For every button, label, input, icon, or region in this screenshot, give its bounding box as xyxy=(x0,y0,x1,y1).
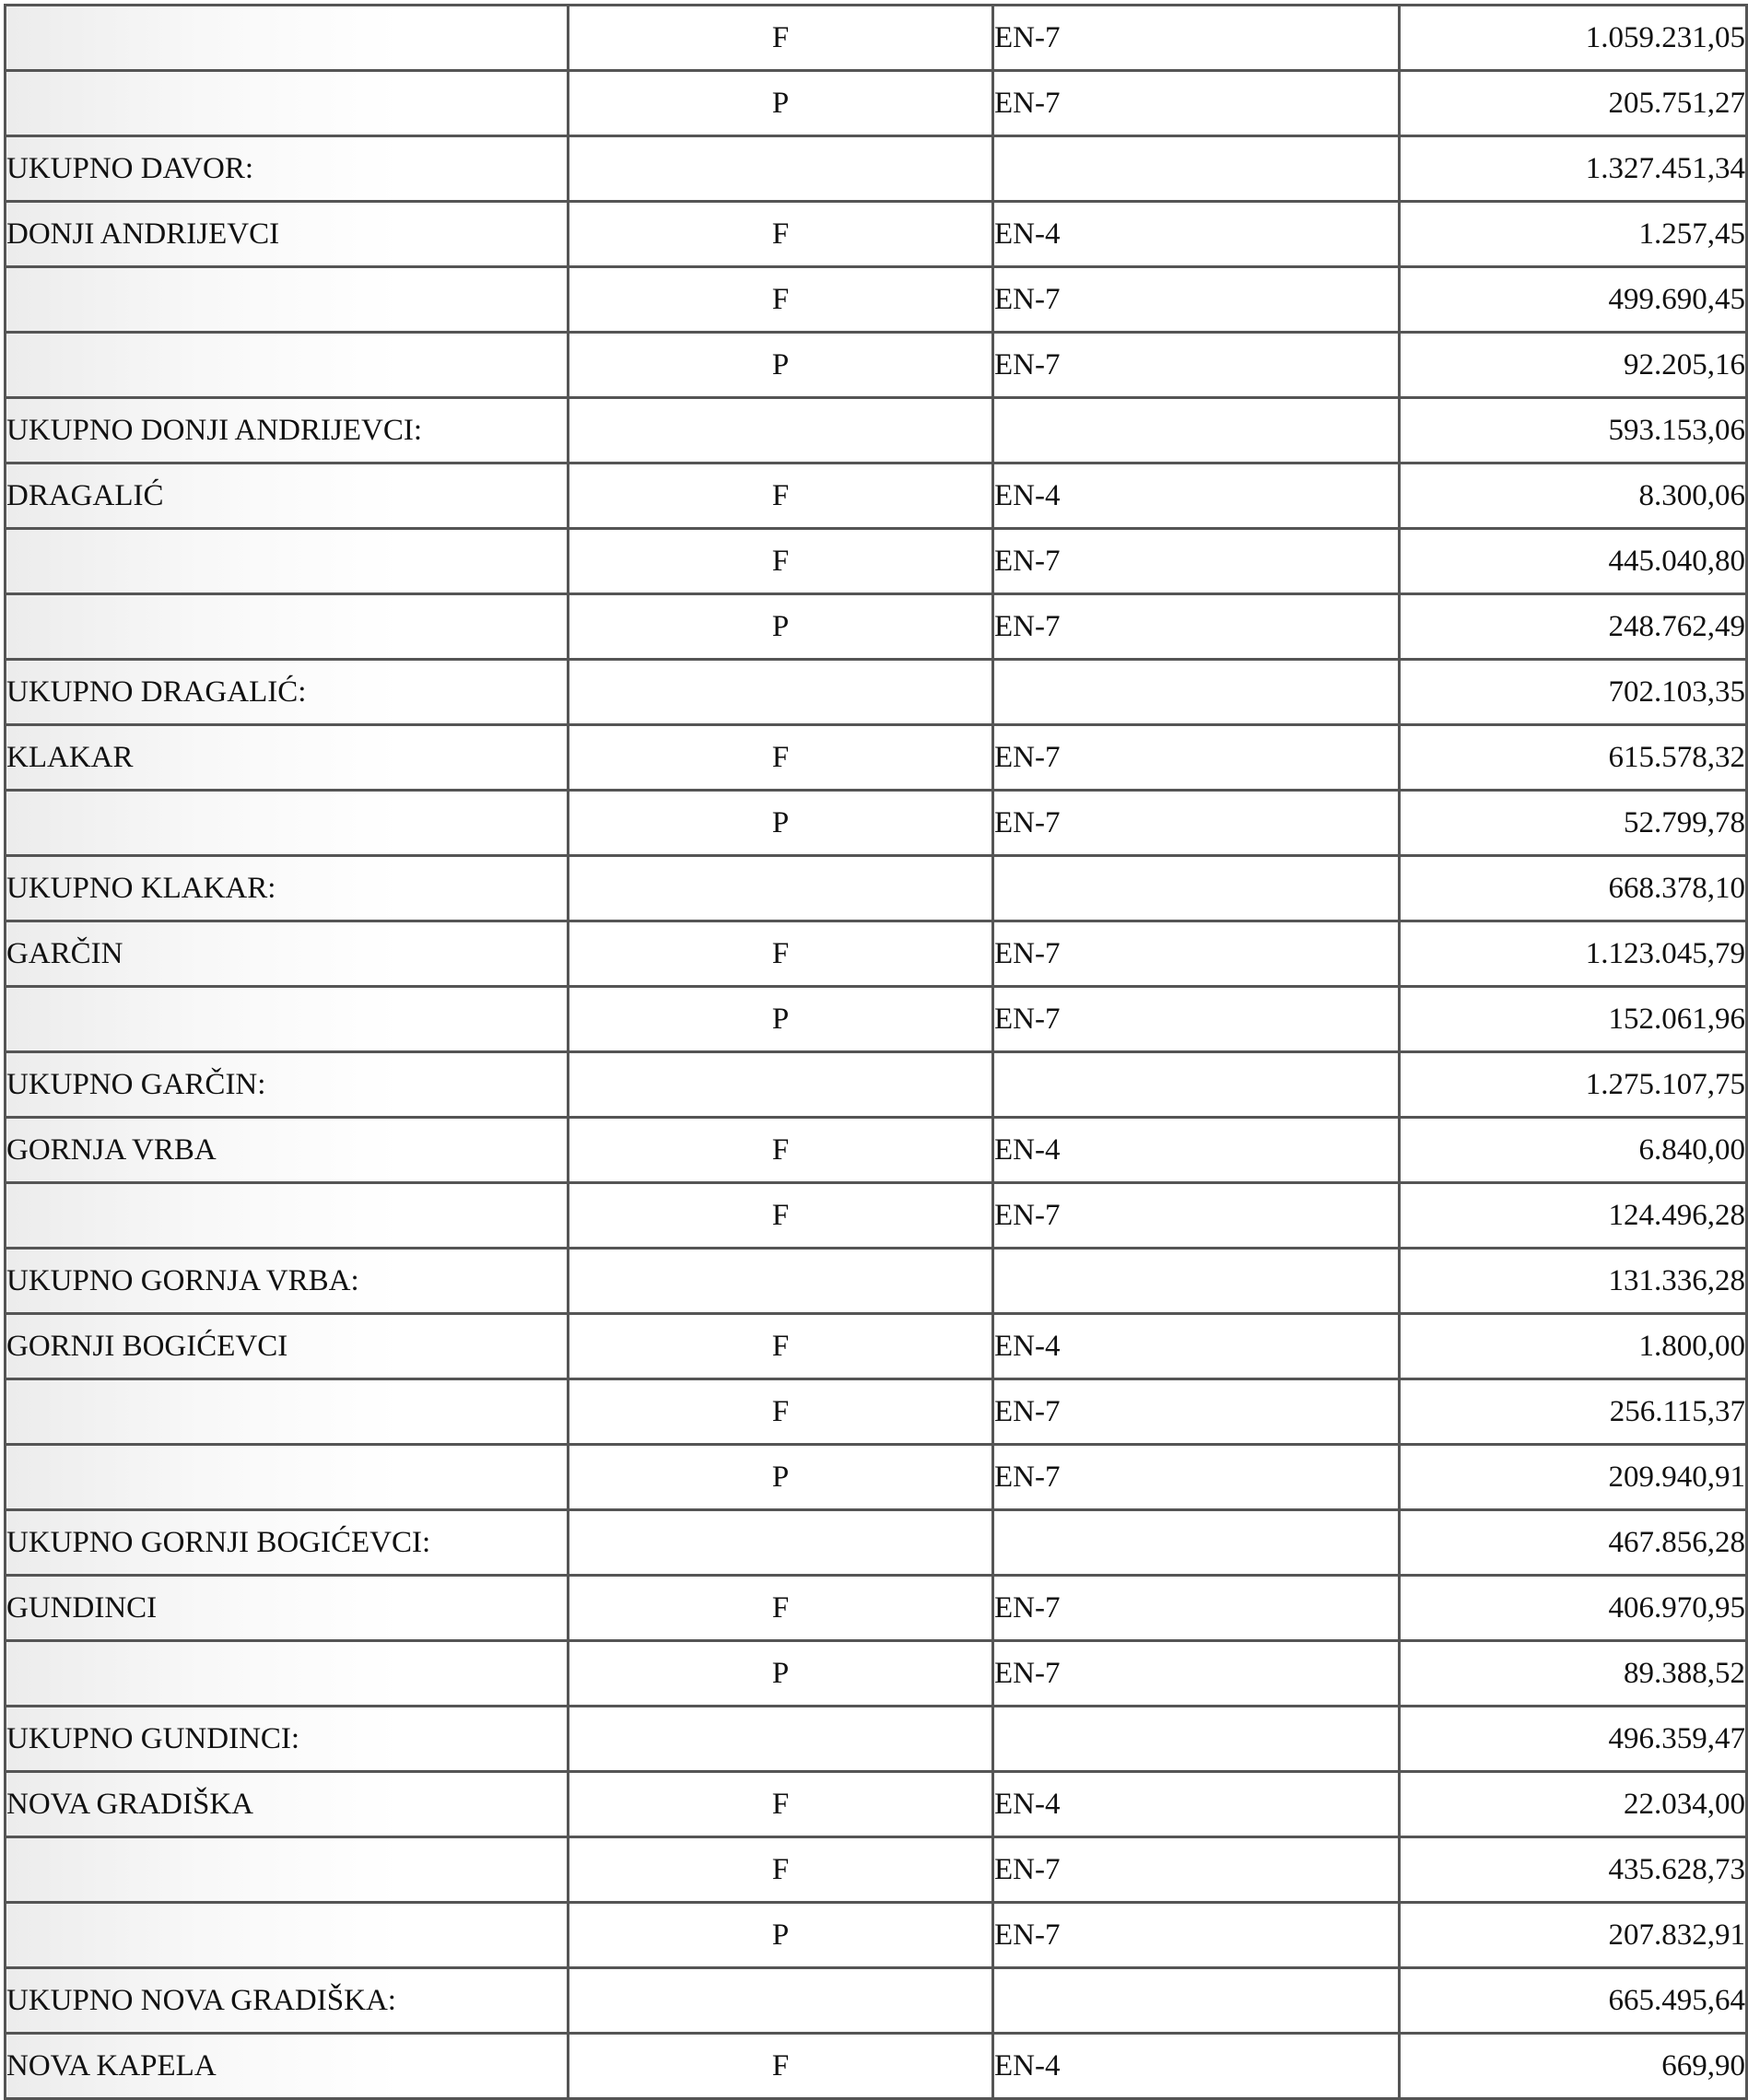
location-name-cell: UKUPNO KLAKAR: xyxy=(6,856,569,921)
subtotal-row xyxy=(6,1052,1747,1118)
table-row xyxy=(6,463,1747,529)
table-row xyxy=(6,1183,1747,1249)
location-name-cell xyxy=(6,1837,569,1903)
location-name-cell xyxy=(6,1641,569,1707)
location-name-cell xyxy=(6,529,569,594)
amount-cell: 1.059.231,05 xyxy=(1400,6,1747,71)
table-row xyxy=(6,1772,1747,1837)
code-cell: EN-7 xyxy=(993,1379,1400,1445)
table-row xyxy=(6,529,1747,594)
amount-cell: 702.103,35 xyxy=(1400,660,1747,725)
table-row xyxy=(6,725,1747,791)
code-cell: EN-7 xyxy=(993,1641,1400,1707)
amount-cell: 52.799,78 xyxy=(1400,791,1747,856)
amount-cell: 445.040,80 xyxy=(1400,529,1747,594)
amount-cell: 1.327.451,34 xyxy=(1400,136,1747,202)
code-cell xyxy=(993,1249,1400,1314)
type-cell: P xyxy=(569,1903,993,1968)
code-cell: EN-4 xyxy=(993,2034,1400,2099)
type-cell: F xyxy=(569,1772,993,1837)
location-name-cell: UKUPNO DAVOR: xyxy=(6,136,569,202)
table-body xyxy=(6,6,1747,2099)
table-row xyxy=(6,921,1747,987)
code-cell: EN-7 xyxy=(993,987,1400,1052)
table-row xyxy=(6,594,1747,660)
amount-cell: 209.940,91 xyxy=(1400,1445,1747,1510)
code-cell xyxy=(993,1052,1400,1118)
type-cell xyxy=(569,1052,993,1118)
amount-cell: 1.275.107,75 xyxy=(1400,1052,1747,1118)
table-row xyxy=(6,1903,1747,1968)
location-name-cell xyxy=(6,1183,569,1249)
amount-cell: 496.359,47 xyxy=(1400,1707,1747,1772)
type-cell: F xyxy=(569,202,993,267)
location-name-cell: UKUPNO GORNJA VRBA: xyxy=(6,1249,569,1314)
amount-cell: 1.257,45 xyxy=(1400,202,1747,267)
amounts-table xyxy=(4,4,1748,2100)
type-cell: F xyxy=(569,463,993,529)
amount-cell: 499.690,45 xyxy=(1400,267,1747,333)
table-row xyxy=(6,987,1747,1052)
type-cell xyxy=(569,1249,993,1314)
amount-cell: 406.970,95 xyxy=(1400,1576,1747,1641)
location-name-cell: NOVA GRADIŠKA xyxy=(6,1772,569,1837)
location-name-cell xyxy=(6,267,569,333)
type-cell: F xyxy=(569,529,993,594)
table-row xyxy=(6,333,1747,398)
code-cell: EN-7 xyxy=(993,529,1400,594)
type-cell: P xyxy=(569,594,993,660)
location-name-cell: UKUPNO DONJI ANDRIJEVCI: xyxy=(6,398,569,463)
location-name-cell: GORNJI BOGIĆEVCI xyxy=(6,1314,569,1379)
table-row xyxy=(6,1445,1747,1510)
amount-cell: 124.496,28 xyxy=(1400,1183,1747,1249)
location-name-cell: UKUPNO NOVA GRADIŠKA: xyxy=(6,1968,569,2034)
amount-cell: 152.061,96 xyxy=(1400,987,1747,1052)
subtotal-row xyxy=(6,856,1747,921)
location-name-cell xyxy=(6,1445,569,1510)
type-cell: P xyxy=(569,1641,993,1707)
amount-cell: 89.388,52 xyxy=(1400,1641,1747,1707)
code-cell xyxy=(993,856,1400,921)
table-row xyxy=(6,1379,1747,1445)
type-cell: F xyxy=(569,267,993,333)
code-cell: EN-7 xyxy=(993,1445,1400,1510)
location-name-cell: DRAGALIĆ xyxy=(6,463,569,529)
code-cell: EN-7 xyxy=(993,791,1400,856)
location-name-cell: KLAKAR xyxy=(6,725,569,791)
location-name-cell: UKUPNO GORNJI BOGIĆEVCI: xyxy=(6,1510,569,1576)
location-name-cell: UKUPNO GARČIN: xyxy=(6,1052,569,1118)
table-row xyxy=(6,2034,1747,2099)
code-cell: EN-4 xyxy=(993,463,1400,529)
code-cell: EN-7 xyxy=(993,1183,1400,1249)
amount-cell: 615.578,32 xyxy=(1400,725,1747,791)
location-name-cell: UKUPNO GUNDINCI: xyxy=(6,1707,569,1772)
type-cell: F xyxy=(569,1379,993,1445)
type-cell xyxy=(569,856,993,921)
type-cell: F xyxy=(569,2034,993,2099)
code-cell xyxy=(993,136,1400,202)
code-cell: EN-7 xyxy=(993,1576,1400,1641)
type-cell: F xyxy=(569,1837,993,1903)
subtotal-row xyxy=(6,1510,1747,1576)
table-row xyxy=(6,1314,1747,1379)
code-cell: EN-4 xyxy=(993,1314,1400,1379)
amount-cell: 92.205,16 xyxy=(1400,333,1747,398)
type-cell: P xyxy=(569,987,993,1052)
location-name-cell: GORNJA VRBA xyxy=(6,1118,569,1183)
code-cell: EN-7 xyxy=(993,921,1400,987)
type-cell: F xyxy=(569,1576,993,1641)
location-name-cell: DONJI ANDRIJEVCI xyxy=(6,202,569,267)
type-cell: F xyxy=(569,1183,993,1249)
code-cell: EN-7 xyxy=(993,1903,1400,1968)
type-cell xyxy=(569,1707,993,1772)
code-cell xyxy=(993,398,1400,463)
code-cell xyxy=(993,1707,1400,1772)
location-name-cell xyxy=(6,333,569,398)
table-row xyxy=(6,202,1747,267)
type-cell xyxy=(569,660,993,725)
amount-cell: 8.300,06 xyxy=(1400,463,1747,529)
type-cell xyxy=(569,398,993,463)
amount-cell: 668.378,10 xyxy=(1400,856,1747,921)
amount-cell: 467.856,28 xyxy=(1400,1510,1747,1576)
type-cell xyxy=(569,136,993,202)
location-name-cell xyxy=(6,71,569,136)
type-cell: F xyxy=(569,1118,993,1183)
subtotal-row xyxy=(6,1707,1747,1772)
table-row xyxy=(6,71,1747,136)
amount-cell: 6.840,00 xyxy=(1400,1118,1747,1183)
type-cell xyxy=(569,1510,993,1576)
type-cell: P xyxy=(569,333,993,398)
amount-cell: 205.751,27 xyxy=(1400,71,1747,136)
amount-cell: 22.034,00 xyxy=(1400,1772,1747,1837)
code-cell: EN-7 xyxy=(993,333,1400,398)
code-cell: EN-4 xyxy=(993,1772,1400,1837)
location-name-cell xyxy=(6,6,569,71)
amount-cell: 207.832,91 xyxy=(1400,1903,1747,1968)
table-row xyxy=(6,267,1747,333)
amount-cell: 131.336,28 xyxy=(1400,1249,1747,1314)
location-name-cell xyxy=(6,791,569,856)
code-cell: EN-7 xyxy=(993,6,1400,71)
table-row xyxy=(6,1837,1747,1903)
code-cell: EN-4 xyxy=(993,202,1400,267)
type-cell: P xyxy=(569,1445,993,1510)
amount-cell: 593.153,06 xyxy=(1400,398,1747,463)
type-cell: F xyxy=(569,1314,993,1379)
code-cell: EN-7 xyxy=(993,267,1400,333)
type-cell: F xyxy=(569,6,993,71)
location-name-cell xyxy=(6,594,569,660)
table-row xyxy=(6,1641,1747,1707)
code-cell: EN-7 xyxy=(993,1837,1400,1903)
amount-cell: 435.628,73 xyxy=(1400,1837,1747,1903)
amount-cell: 248.762,49 xyxy=(1400,594,1747,660)
location-name-cell: GARČIN xyxy=(6,921,569,987)
subtotal-row xyxy=(6,660,1747,725)
table-row xyxy=(6,791,1747,856)
location-name-cell: NOVA KAPELA xyxy=(6,2034,569,2099)
location-name-cell xyxy=(6,1379,569,1445)
amount-cell: 1.800,00 xyxy=(1400,1314,1747,1379)
location-name-cell: UKUPNO DRAGALIĆ: xyxy=(6,660,569,725)
location-name-cell: GUNDINCI xyxy=(6,1576,569,1641)
type-cell xyxy=(569,1968,993,2034)
subtotal-row xyxy=(6,398,1747,463)
type-cell: F xyxy=(569,725,993,791)
code-cell xyxy=(993,1510,1400,1576)
location-name-cell xyxy=(6,987,569,1052)
code-cell xyxy=(993,1968,1400,2034)
table-row xyxy=(6,6,1747,71)
code-cell: EN-7 xyxy=(993,71,1400,136)
subtotal-row xyxy=(6,1968,1747,2034)
amount-cell: 665.495,64 xyxy=(1400,1968,1747,2034)
table-row xyxy=(6,1576,1747,1641)
type-cell: P xyxy=(569,71,993,136)
subtotal-row xyxy=(6,136,1747,202)
code-cell: EN-7 xyxy=(993,725,1400,791)
subtotal-row xyxy=(6,1249,1747,1314)
location-name-cell xyxy=(6,1903,569,1968)
type-cell: F xyxy=(569,921,993,987)
document-page xyxy=(4,4,1745,2100)
amount-cell: 256.115,37 xyxy=(1400,1379,1747,1445)
type-cell: P xyxy=(569,791,993,856)
code-cell: EN-7 xyxy=(993,594,1400,660)
amount-cell: 669,90 xyxy=(1400,2034,1747,2099)
code-cell xyxy=(993,660,1400,725)
code-cell: EN-4 xyxy=(993,1118,1400,1183)
amount-cell: 1.123.045,79 xyxy=(1400,921,1747,987)
table-row xyxy=(6,1118,1747,1183)
